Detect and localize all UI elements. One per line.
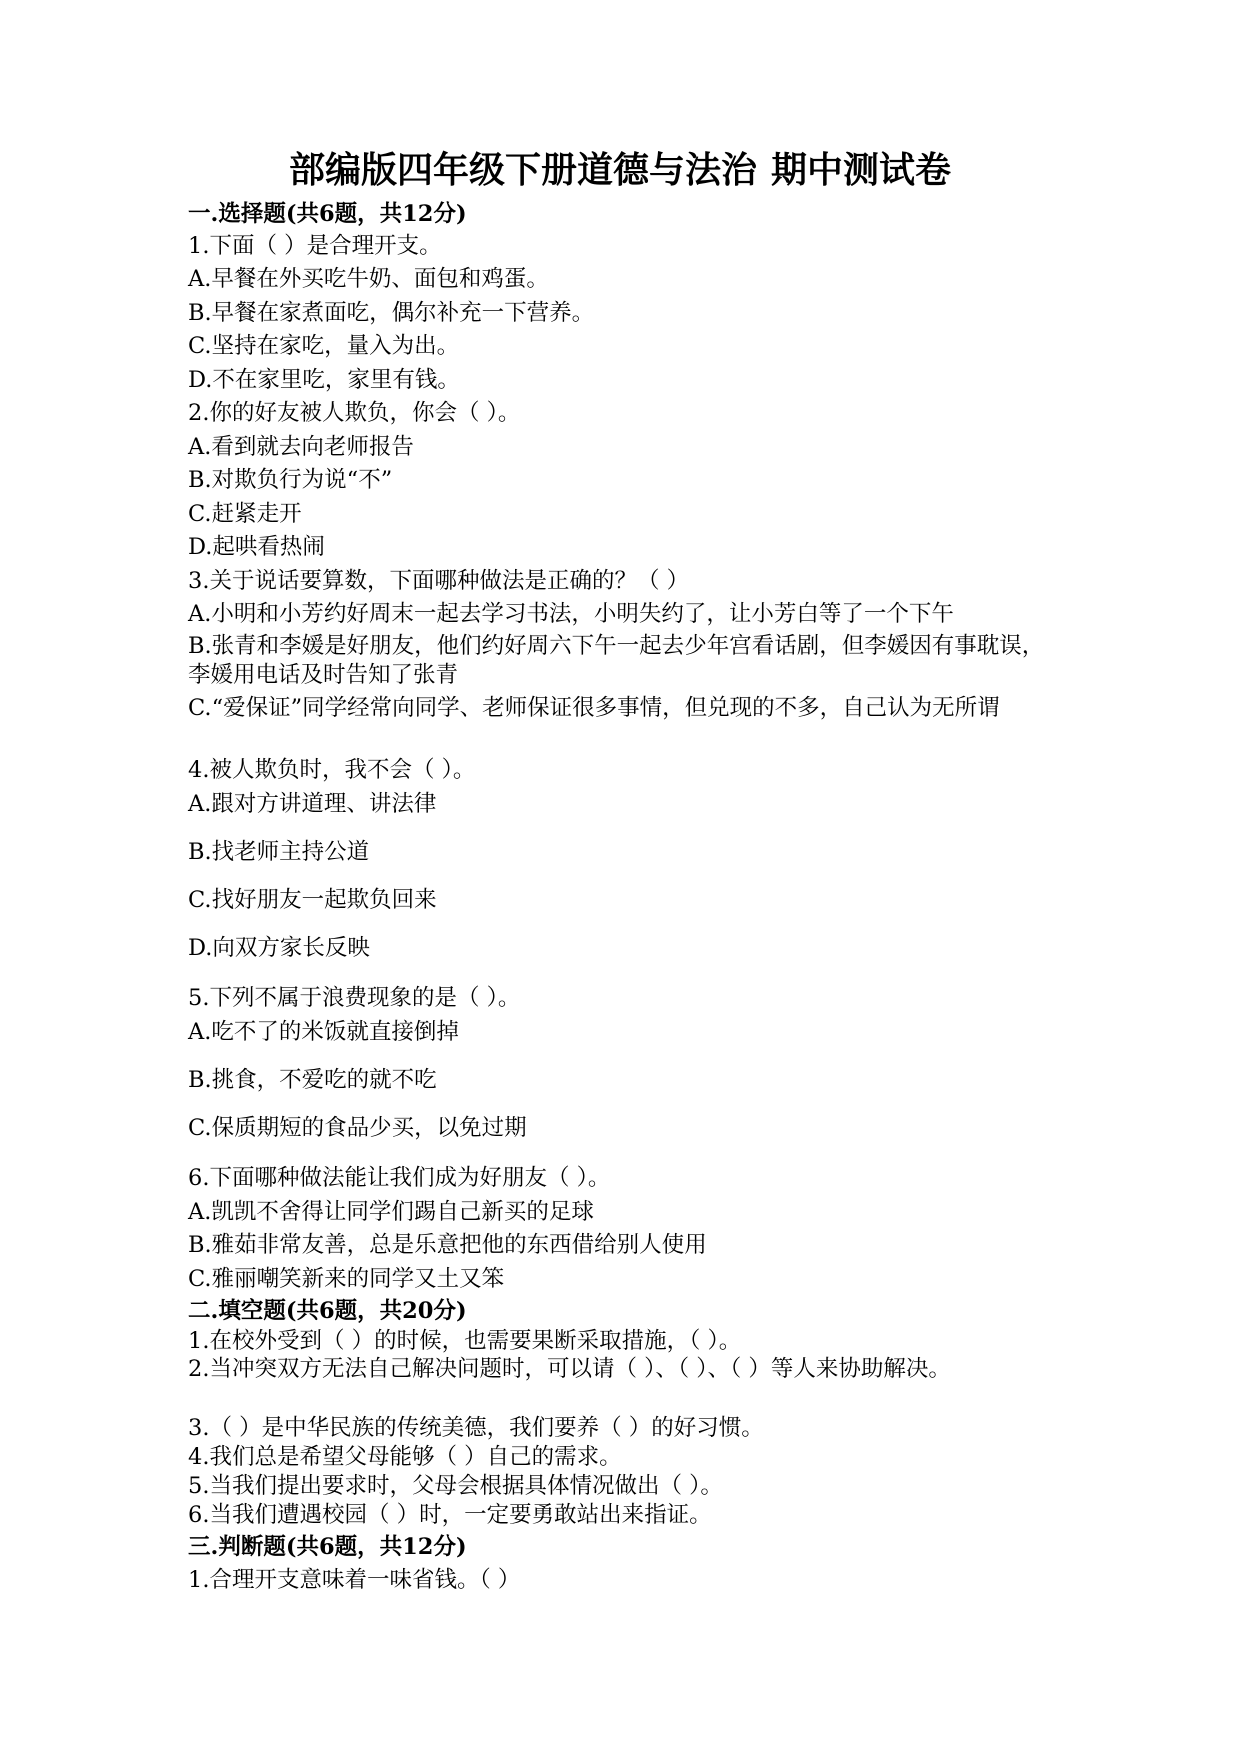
option-line: C.赶紧走开 [188, 501, 302, 527]
question-line: 1.在校外受到（ ）的时候，也需要果断采取措施，（ ）。 [188, 1328, 742, 1354]
option-line: C.保质期短的食品少买，以免过期 [188, 1115, 527, 1141]
option-line: A.小明和小芳约好周末一起去学习书法，小明失约了，让小芳白等了一个下午 [188, 601, 954, 627]
question-line: 3.关于说话要算数，下面哪种做法是正确的？（ ） [188, 568, 690, 594]
question-line: 5.当我们提出要求时，父母会根据具体情况做出（ ）。 [188, 1473, 723, 1499]
question-line: 1.合理开支意味着一味省钱。（ ） [188, 1567, 521, 1593]
option-line: A.凯凯不舍得让同学们踢自己新买的足球 [188, 1199, 594, 1225]
page-title [0, 148, 1240, 192]
option-line: C.坚持在家吃，量入为出。 [188, 333, 460, 359]
section-heading-choice: 一.选择题(共6题，共12分) [188, 201, 467, 227]
option-line: B.找老师主持公道 [188, 839, 370, 865]
question-line: 1.下面（ ）是合理开支。 [188, 233, 442, 259]
option-line: C.“爱保证”同学经常向同学、老师保证很多事情，但兑现的不多，自己认为无所谓 [188, 695, 1000, 721]
option-line: A.看到就去向老师报告 [188, 434, 414, 460]
option-line: A.早餐在外买吃牛奶、面包和鸡蛋。 [188, 266, 549, 292]
question-line: 4.被人欺负时，我不会（ ）。 [188, 757, 476, 783]
question-line: 6.下面哪种做法能让我们成为好朋友（ ）。 [188, 1165, 611, 1191]
option-line: D.不在家里吃，家里有钱。 [188, 367, 460, 393]
question-line: 2.你的好友被人欺负，你会（ ）。 [188, 400, 521, 426]
option-line: C.雅丽嘲笑新来的同学又土又笨 [188, 1266, 505, 1292]
question-line: 4.我们总是希望父母能够（ ）自己的需求。 [188, 1444, 622, 1470]
option-line: D.向双方家长反映 [188, 935, 370, 961]
question-line: 3.（ ）是中华民族的传统美德，我们要养（ ）的好习惯。 [188, 1415, 764, 1441]
option-line: B.张青和李媛是好朋友，他们约好周六下午一起去少年宫看话剧，但李媛因有事耽误，李媛用电话及时告知了张青 [188, 633, 1045, 688]
option-line: B.雅茹非常友善，总是乐意把他的东西借给别人使用 [188, 1232, 707, 1258]
option-line: B.早餐在家煮面吃，偶尔补充一下营养。 [188, 300, 595, 326]
option-line: C.找好朋友一起欺负回来 [188, 887, 437, 913]
option-line: B.挑食，不爱吃的就不吃 [188, 1067, 437, 1093]
title-main: 部编版四年级下册道德与法治 [288, 149, 757, 191]
option-line: A.吃不了的米饭就直接倒掉 [188, 1019, 459, 1045]
section-heading-fill: 二.填空题(共6题，共20分) [188, 1298, 467, 1324]
option-line: B.对欺负行为说“不” [188, 467, 393, 493]
option-line: D.起哄看热闹 [188, 534, 325, 560]
section-heading-judge: 三.判断题(共6题，共12分) [188, 1534, 467, 1560]
question-line: 5.下列不属于浪费现象的是（ ）。 [188, 985, 521, 1011]
title-sub: 期中测试卷 [771, 149, 952, 191]
question-line: 6.当我们遭遇校园（ ）时，一定要勇敢站出来指证。 [188, 1502, 712, 1528]
option-line: A.跟对方讲道理、讲法律 [188, 791, 437, 817]
question-line: 2.当冲突双方无法自己解决问题时，可以请（ ）、（ ）、（ ）等人来协助解决。 [188, 1356, 951, 1382]
